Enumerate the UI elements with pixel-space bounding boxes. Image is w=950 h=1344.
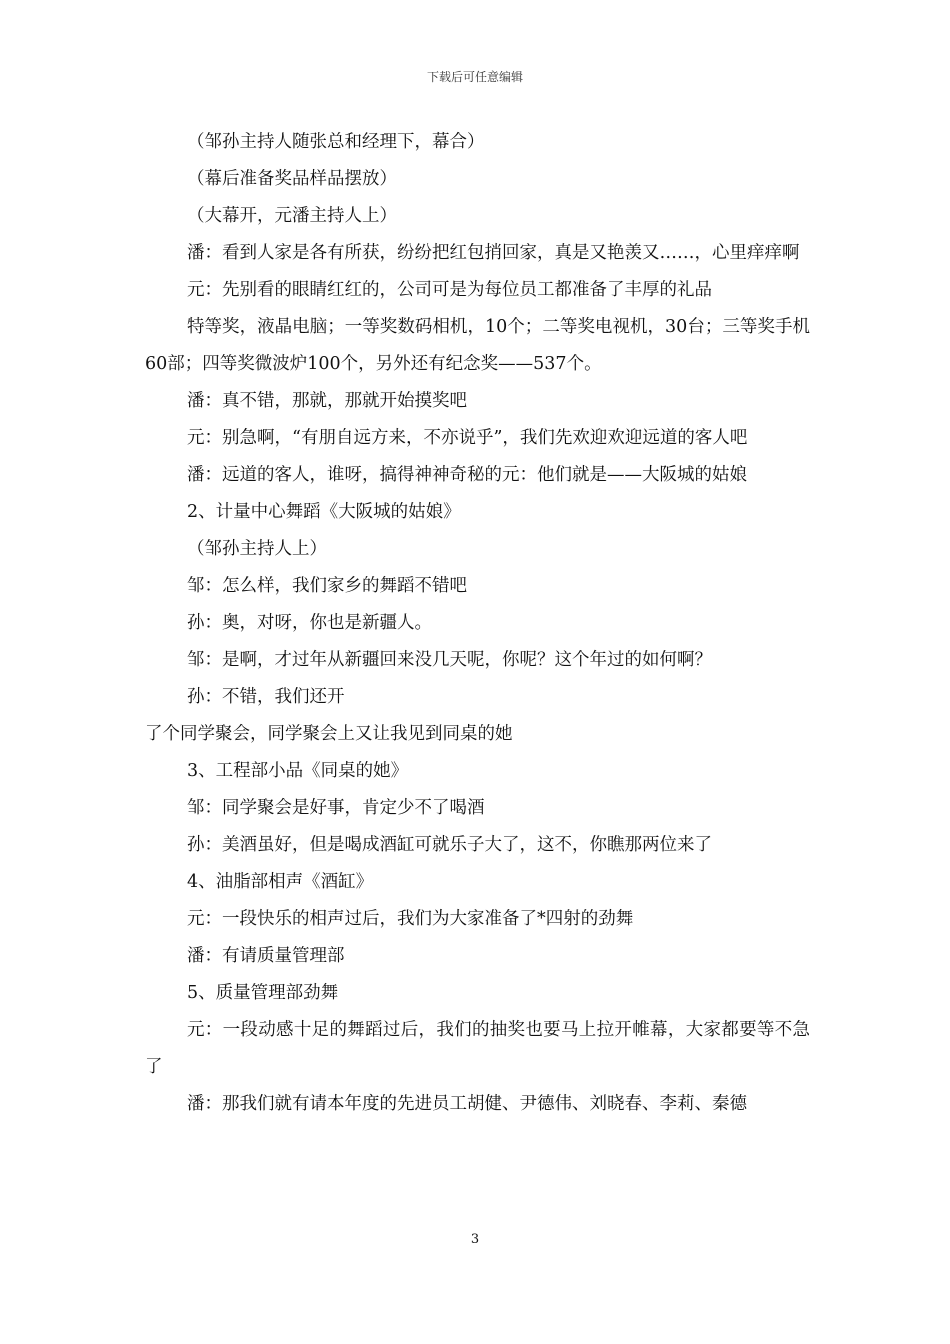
paragraph: 潘：真不错，那就，那就开始摸奖吧	[187, 391, 467, 411]
paragraph: 了个同学聚会，同学聚会上又让我见到同桌的她	[145, 724, 513, 744]
paragraph: 4、油脂部相声《酒缸》	[187, 872, 374, 892]
paragraph: 邹：是啊，才过年从新疆回来没几天呢，你呢？这个年过的如何啊？	[187, 650, 712, 670]
paragraph: （大幕开，元潘主持人上）	[187, 206, 397, 226]
paragraph: 孙：美酒虽好，但是喝成酒缸可就乐子大了，这不，你瞧那两位来了	[187, 835, 712, 855]
paragraph: （邹孙主持人上）	[187, 539, 327, 559]
paragraph: 元：别急啊，“有朋自远方来，不亦说乎”，我们先欢迎欢迎远道的客人吧	[187, 428, 748, 448]
paragraph: 潘：远道的客人，谁呀，搞得神神奇秘的元：他们就是——大阪城的姑娘	[187, 465, 747, 485]
paragraph: 孙：奥，对呀，你也是新疆人。	[187, 613, 432, 633]
paragraph: 邹：怎么样，我们家乡的舞蹈不错吧	[187, 576, 467, 596]
paragraph: （邹孙主持人随张总和经理下，幕合）	[187, 132, 485, 152]
paragraph: 元：一段动感十足的舞蹈过后，我们的抽奖也要马上拉开帷幕，大家都要等不急了	[145, 1020, 810, 1077]
paragraph: 孙：不错，我们还开	[187, 687, 345, 707]
paragraph: 潘：那我们就有请本年度的先进员工胡健、尹德伟、刘晓春、李莉、秦德	[187, 1094, 747, 1114]
page-number: 3	[470, 1232, 480, 1247]
paragraph: 潘：有请质量管理部	[187, 946, 345, 966]
paragraph: 2、计量中心舞蹈《大阪城的姑娘》	[187, 502, 461, 522]
paragraph: 元：先别看的眼睛红红的，公司可是为每位员工都准备了丰厚的礼品	[187, 280, 712, 300]
paragraph: （幕后准备奖品样品摆放）	[187, 169, 397, 189]
paragraph: 特等奖，液晶电脑；一等奖数码相机，10个；二等奖电视机，30台；三等奖手机60部；四等奖微波炉100个，另外还有纪念奖——537个。	[145, 317, 810, 374]
paragraph: 5、质量管理部劲舞	[187, 983, 339, 1003]
document-body	[145, 124, 810, 1123]
paragraph: 元：一段快乐的相声过后，我们为大家准备了*四射的劲舞	[187, 909, 634, 929]
paragraph: 3、工程部小品《同桌的她》	[187, 761, 409, 781]
page-header: 下载后可任意编辑	[426, 70, 523, 84]
paragraph: 潘：看到人家是各有所获，纷纷把红包捎回家，真是又艳羡又……，心里痒痒啊	[187, 243, 800, 263]
paragraph: 邹：同学聚会是好事，肯定少不了喝酒	[187, 798, 485, 818]
